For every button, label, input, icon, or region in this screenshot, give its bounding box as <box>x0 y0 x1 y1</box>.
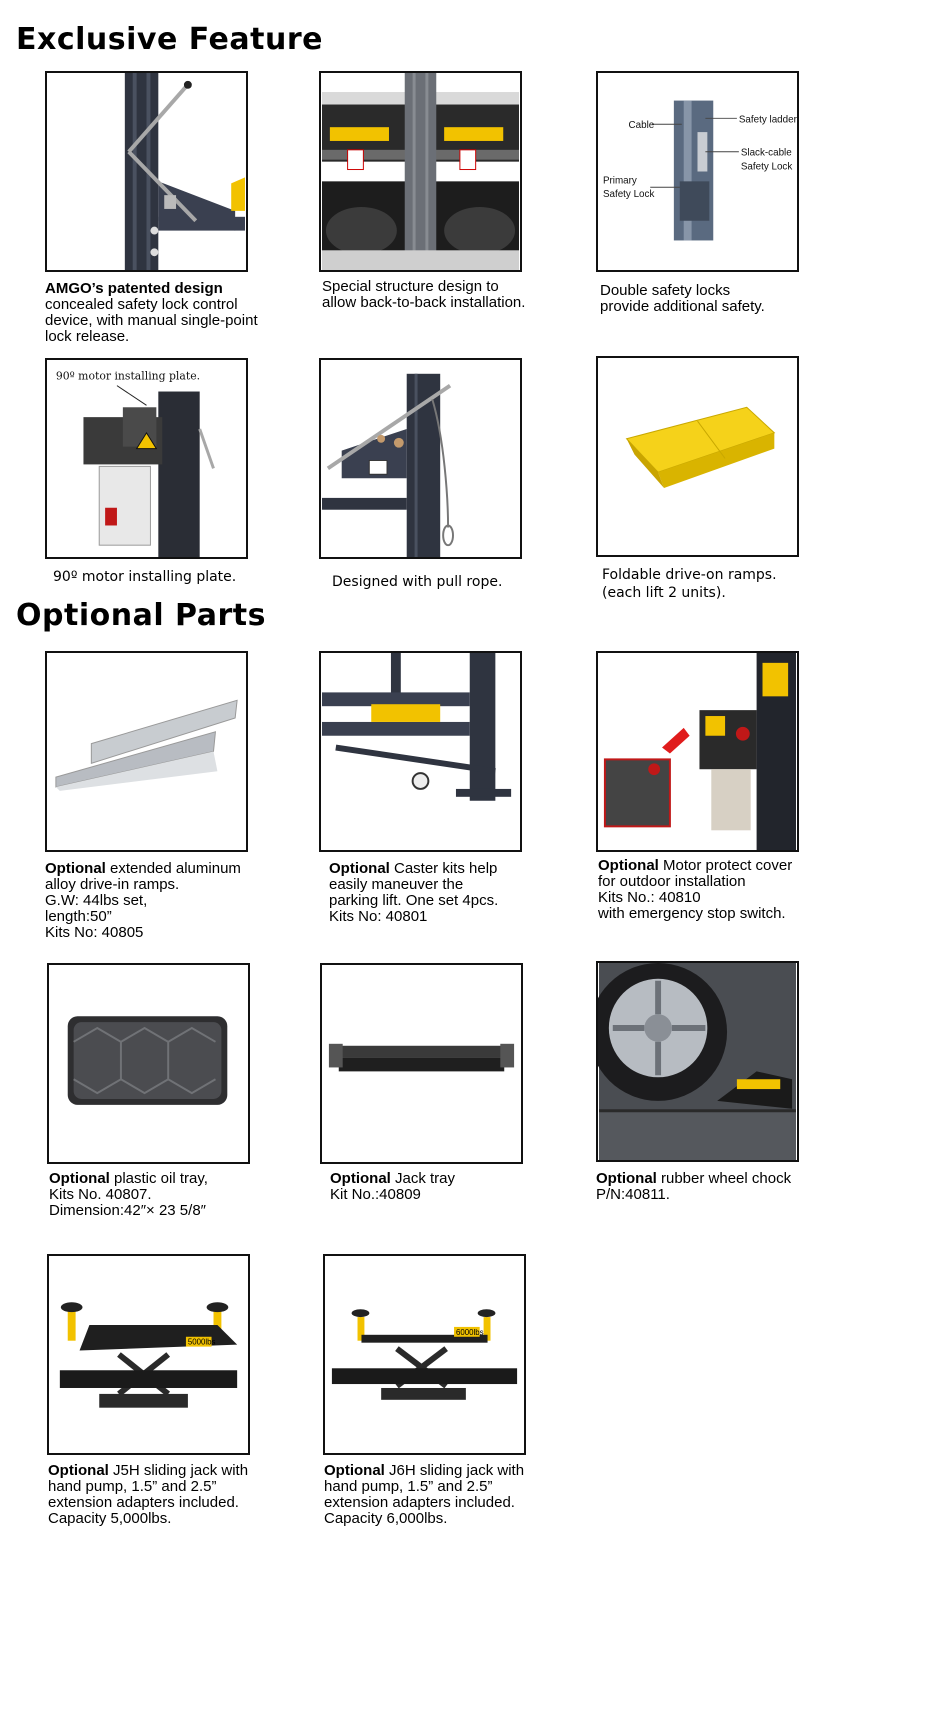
part-image-wheel-chock <box>596 961 799 1162</box>
part-caption-7-line-4: Capacity 5,000lbs. <box>48 1510 172 1527</box>
feature-caption-5 <box>332 573 587 591</box>
part-caption-1-line-2: alloy drive-in ramps. <box>45 876 180 893</box>
label-primary: Primary <box>602 175 637 187</box>
feature-caption-1 <box>45 281 300 345</box>
feature-image-motor-plate <box>45 358 248 559</box>
part-image-jack-tray <box>320 963 523 1164</box>
exclusive-feature-heading: Exclusive Feature <box>16 22 323 57</box>
part-caption-2-line-4: Kits No: 40801 <box>329 908 428 925</box>
part-caption-8-line-2: hand pump, 1.5” and 2.5” <box>324 1478 493 1495</box>
feature-caption-1-line-3: lock release. <box>45 328 130 345</box>
part-caption-8 <box>324 1463 579 1527</box>
part-caption-4-line-3: Dimension:42″× 23 5/8″ <box>49 1202 206 1219</box>
part-caption-8-line-4: Capacity 6,000lbs. <box>324 1510 448 1527</box>
feature-caption-4 <box>53 568 308 586</box>
part-caption-7-line-1: J5H sliding jack with <box>108 1462 249 1479</box>
optional-prefix-4: Optional <box>49 1170 110 1187</box>
part-image-j6h-jack <box>323 1254 526 1455</box>
part-caption-5-line-1: Jack tray <box>390 1170 456 1187</box>
optional-prefix-5: Optional <box>330 1170 391 1187</box>
label-primary-safety-lock: Safety Lock <box>602 189 655 201</box>
label-cable: Cable <box>628 120 655 132</box>
feature-image-double-safety-locks <box>596 71 799 272</box>
part-caption-1-line-4: length:50” <box>45 908 112 925</box>
feature-image-drive-on-ramps <box>596 356 799 557</box>
j6h-capacity-label: 6000lbs <box>456 1327 484 1337</box>
part-caption-2-line-3: parking lift. One set 4pcs. <box>329 892 499 909</box>
part-caption-8-line-1: J6H sliding jack with <box>384 1462 525 1479</box>
part-caption-4-line-1: plastic oil tray, <box>109 1170 208 1187</box>
part-caption-3-line-3: Kits No.: 40810 <box>598 889 701 906</box>
part-image-aluminum-ramps <box>45 651 248 852</box>
optional-prefix-2: Optional <box>329 860 390 877</box>
part-caption-6 <box>596 1171 851 1203</box>
optional-parts-heading: Optional Parts <box>16 598 266 633</box>
part-caption-1-line-5: Kits No: 40805 <box>45 924 144 941</box>
part-caption-3-line-2: for outdoor installation <box>598 873 746 890</box>
feature-caption-3 <box>600 283 855 315</box>
part-caption-6-line-2: P/N:40811. <box>596 1186 670 1203</box>
feature-caption-1-bold: AMGO’s patented design <box>45 280 223 297</box>
part-caption-8-line-3: extension adapters included. <box>324 1494 515 1511</box>
feature-caption-6 <box>602 566 857 602</box>
optional-prefix-6: Optional <box>596 1170 657 1187</box>
part-image-j5h-jack <box>47 1254 250 1455</box>
part-caption-3 <box>598 858 828 922</box>
feature-caption-3-line-1: Double safety locks <box>600 282 731 299</box>
part-caption-2 <box>329 861 584 925</box>
part-caption-7-line-2: hand pump, 1.5” and 2.5” <box>48 1478 217 1495</box>
part-caption-1-line-1: extended aluminum <box>105 860 241 877</box>
feature-image-safety-lock-control <box>45 71 248 272</box>
optional-prefix-7: Optional <box>48 1462 109 1479</box>
feature-caption-1-line-1: concealed safety lock control <box>45 296 238 313</box>
part-caption-5 <box>330 1171 585 1203</box>
label-motor-plate: 90º motor installing plate. <box>55 369 201 383</box>
part-caption-7 <box>48 1463 303 1527</box>
feature-caption-1-line-2: device, with manual single-point <box>45 312 258 329</box>
part-caption-4 <box>49 1171 304 1219</box>
feature-image-back-to-back <box>319 71 522 272</box>
part-caption-6-line-1: rubber wheel chock <box>656 1170 792 1187</box>
label-safety-ladder: Safety ladder <box>738 114 797 126</box>
feature-caption-3-line-2: provide additional safety. <box>600 298 765 315</box>
feature-caption-6-line-1: Foldable drive-on ramps. <box>602 567 777 583</box>
feature-caption-4-line-1: 90º motor installing plate. <box>53 569 237 585</box>
part-caption-4-line-2: Kits No. 40807. <box>49 1186 152 1203</box>
part-caption-5-line-2: Kit No.:40809 <box>330 1186 421 1203</box>
label-slack-cable: Slack-cable <box>740 147 792 159</box>
j5h-capacity-label: 5000lbs <box>187 1337 216 1347</box>
optional-prefix-8: Optional <box>324 1462 385 1479</box>
feature-caption-2 <box>322 279 577 311</box>
part-caption-3-line-4: with emergency stop switch. <box>598 905 786 922</box>
part-caption-1 <box>45 861 300 941</box>
feature-caption-2-line-1: Special structure design to <box>322 278 499 295</box>
optional-prefix-1: Optional <box>45 860 106 877</box>
feature-caption-6-line-2: (each lift 2 units). <box>602 585 726 601</box>
part-image-caster-kit <box>319 651 522 852</box>
part-image-oil-tray <box>47 963 250 1164</box>
optional-prefix-3: Optional <box>598 857 659 874</box>
part-caption-2-line-1: Caster kits help <box>389 860 498 877</box>
part-caption-2-line-2: easily maneuver the <box>329 876 464 893</box>
label-slack-cable-safety-lock: Safety Lock <box>740 161 793 173</box>
part-image-motor-cover <box>596 651 799 852</box>
part-caption-1-line-3: G.W: 44lbs set, <box>45 892 148 909</box>
part-caption-7-line-3: extension adapters included. <box>48 1494 239 1511</box>
feature-caption-2-line-2: allow back-to-back installation. <box>322 294 526 311</box>
feature-caption-5-line-1: Designed with pull rope. <box>332 574 503 590</box>
part-caption-3-line-1: Motor protect cover <box>658 857 793 874</box>
feature-image-pull-rope <box>319 358 522 559</box>
